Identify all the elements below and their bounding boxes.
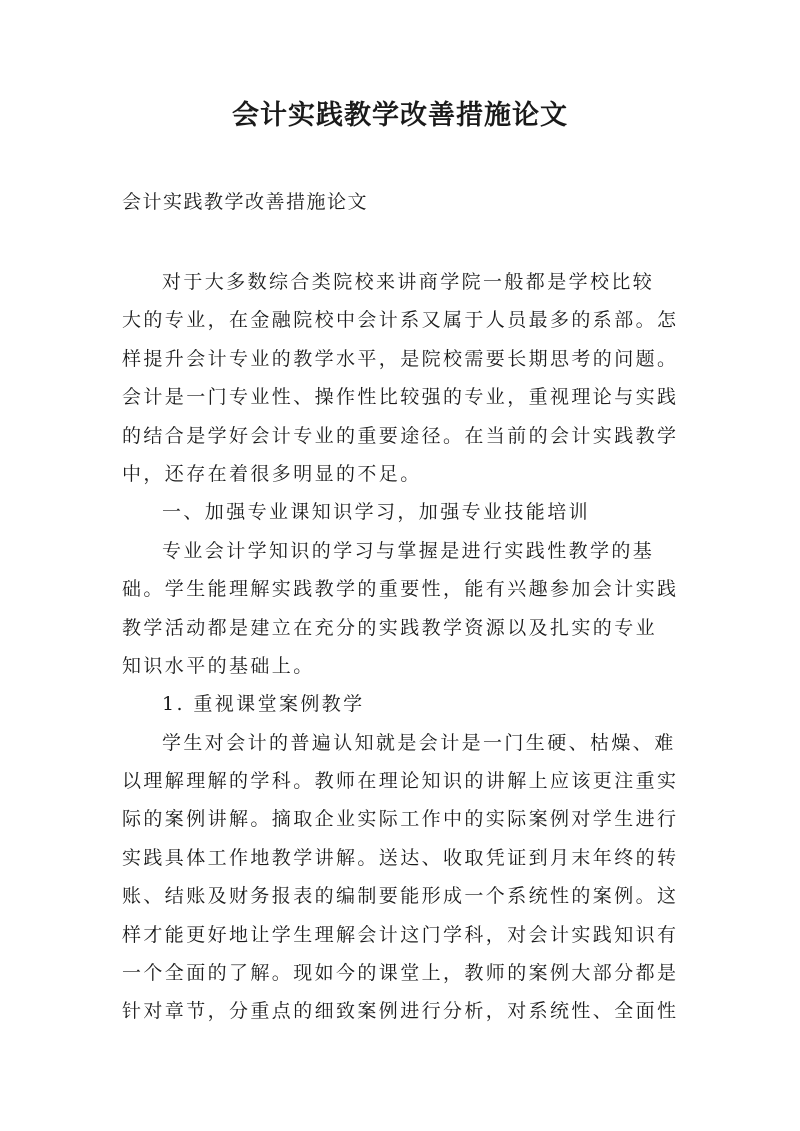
document-subtitle: 会计实践教学改善措施论文 bbox=[122, 191, 369, 213]
paragraph-line: 以理解理解的学科。教师在理论知识的讲解上应该更注重实 bbox=[122, 770, 679, 793]
paragraph-line: 际的案例讲解。摘取企业实际工作中的实际案例对学生进行 bbox=[122, 808, 679, 831]
paragraph-line: 样提升会计专业的教学水平，是院校需要长期思考的问题。 bbox=[122, 347, 679, 370]
paragraph-line: 对于大多数综合类院校来讲商学院一般都是学校比较 bbox=[162, 271, 655, 293]
paragraph-line: 实践具体工作地教学讲解。送达、收取凭证到月末年终的转 bbox=[122, 846, 679, 869]
paragraph-line: 会计是一门专业性、操作性比较强的专业，重视理论与实践 bbox=[122, 386, 679, 409]
paragraph-line: 的结合是学好会计专业的重要途径。在当前的会计实践教学 bbox=[122, 424, 679, 447]
paragraph-line: 中，还存在着很多明显的不足。 bbox=[122, 462, 422, 485]
paragraph-line: 知识水平的基础上。 bbox=[122, 654, 315, 677]
paragraph-line: 样才能更好地让学生理解会计这门学科，对会计实践知识有 bbox=[122, 923, 679, 946]
paragraph-line: 一个全面的了解。现如今的课堂上，教师的案例大部分都是 bbox=[122, 962, 679, 985]
paragraph-line: 专业会计学知识的学习与掌握是进行实践性教学的基 bbox=[162, 539, 655, 562]
paragraph-line: 针对章节，分重点的细致案例进行分析，对系统性、全面性 bbox=[122, 1000, 679, 1023]
document-title: 会计实践教学改善措施论文 bbox=[232, 100, 568, 131]
document-body bbox=[122, 263, 682, 1031]
paragraph-line: 大的专业，在金融院校中会计系又属于人员最多的系部。怎 bbox=[122, 309, 679, 332]
section-heading: 一、加强专业课知识学习，加强专业技能培训 bbox=[162, 501, 591, 524]
paragraph-line: 学生对会计的普遍认知就是会计是一门生硬、枯燥、难 bbox=[162, 731, 676, 754]
paragraph-line: 账、结账及财务报表的编制要能形成一个系统性的案例。这 bbox=[122, 885, 679, 908]
subsection-heading: 1. 重视课堂案例教学 bbox=[162, 693, 365, 716]
paragraph-line: 教学活动都是建立在充分的实践教学资源以及扎实的专业 bbox=[122, 616, 658, 639]
paragraph-line: 础。学生能理解实践教学的重要性，能有兴趣参加会计实践 bbox=[122, 578, 679, 601]
